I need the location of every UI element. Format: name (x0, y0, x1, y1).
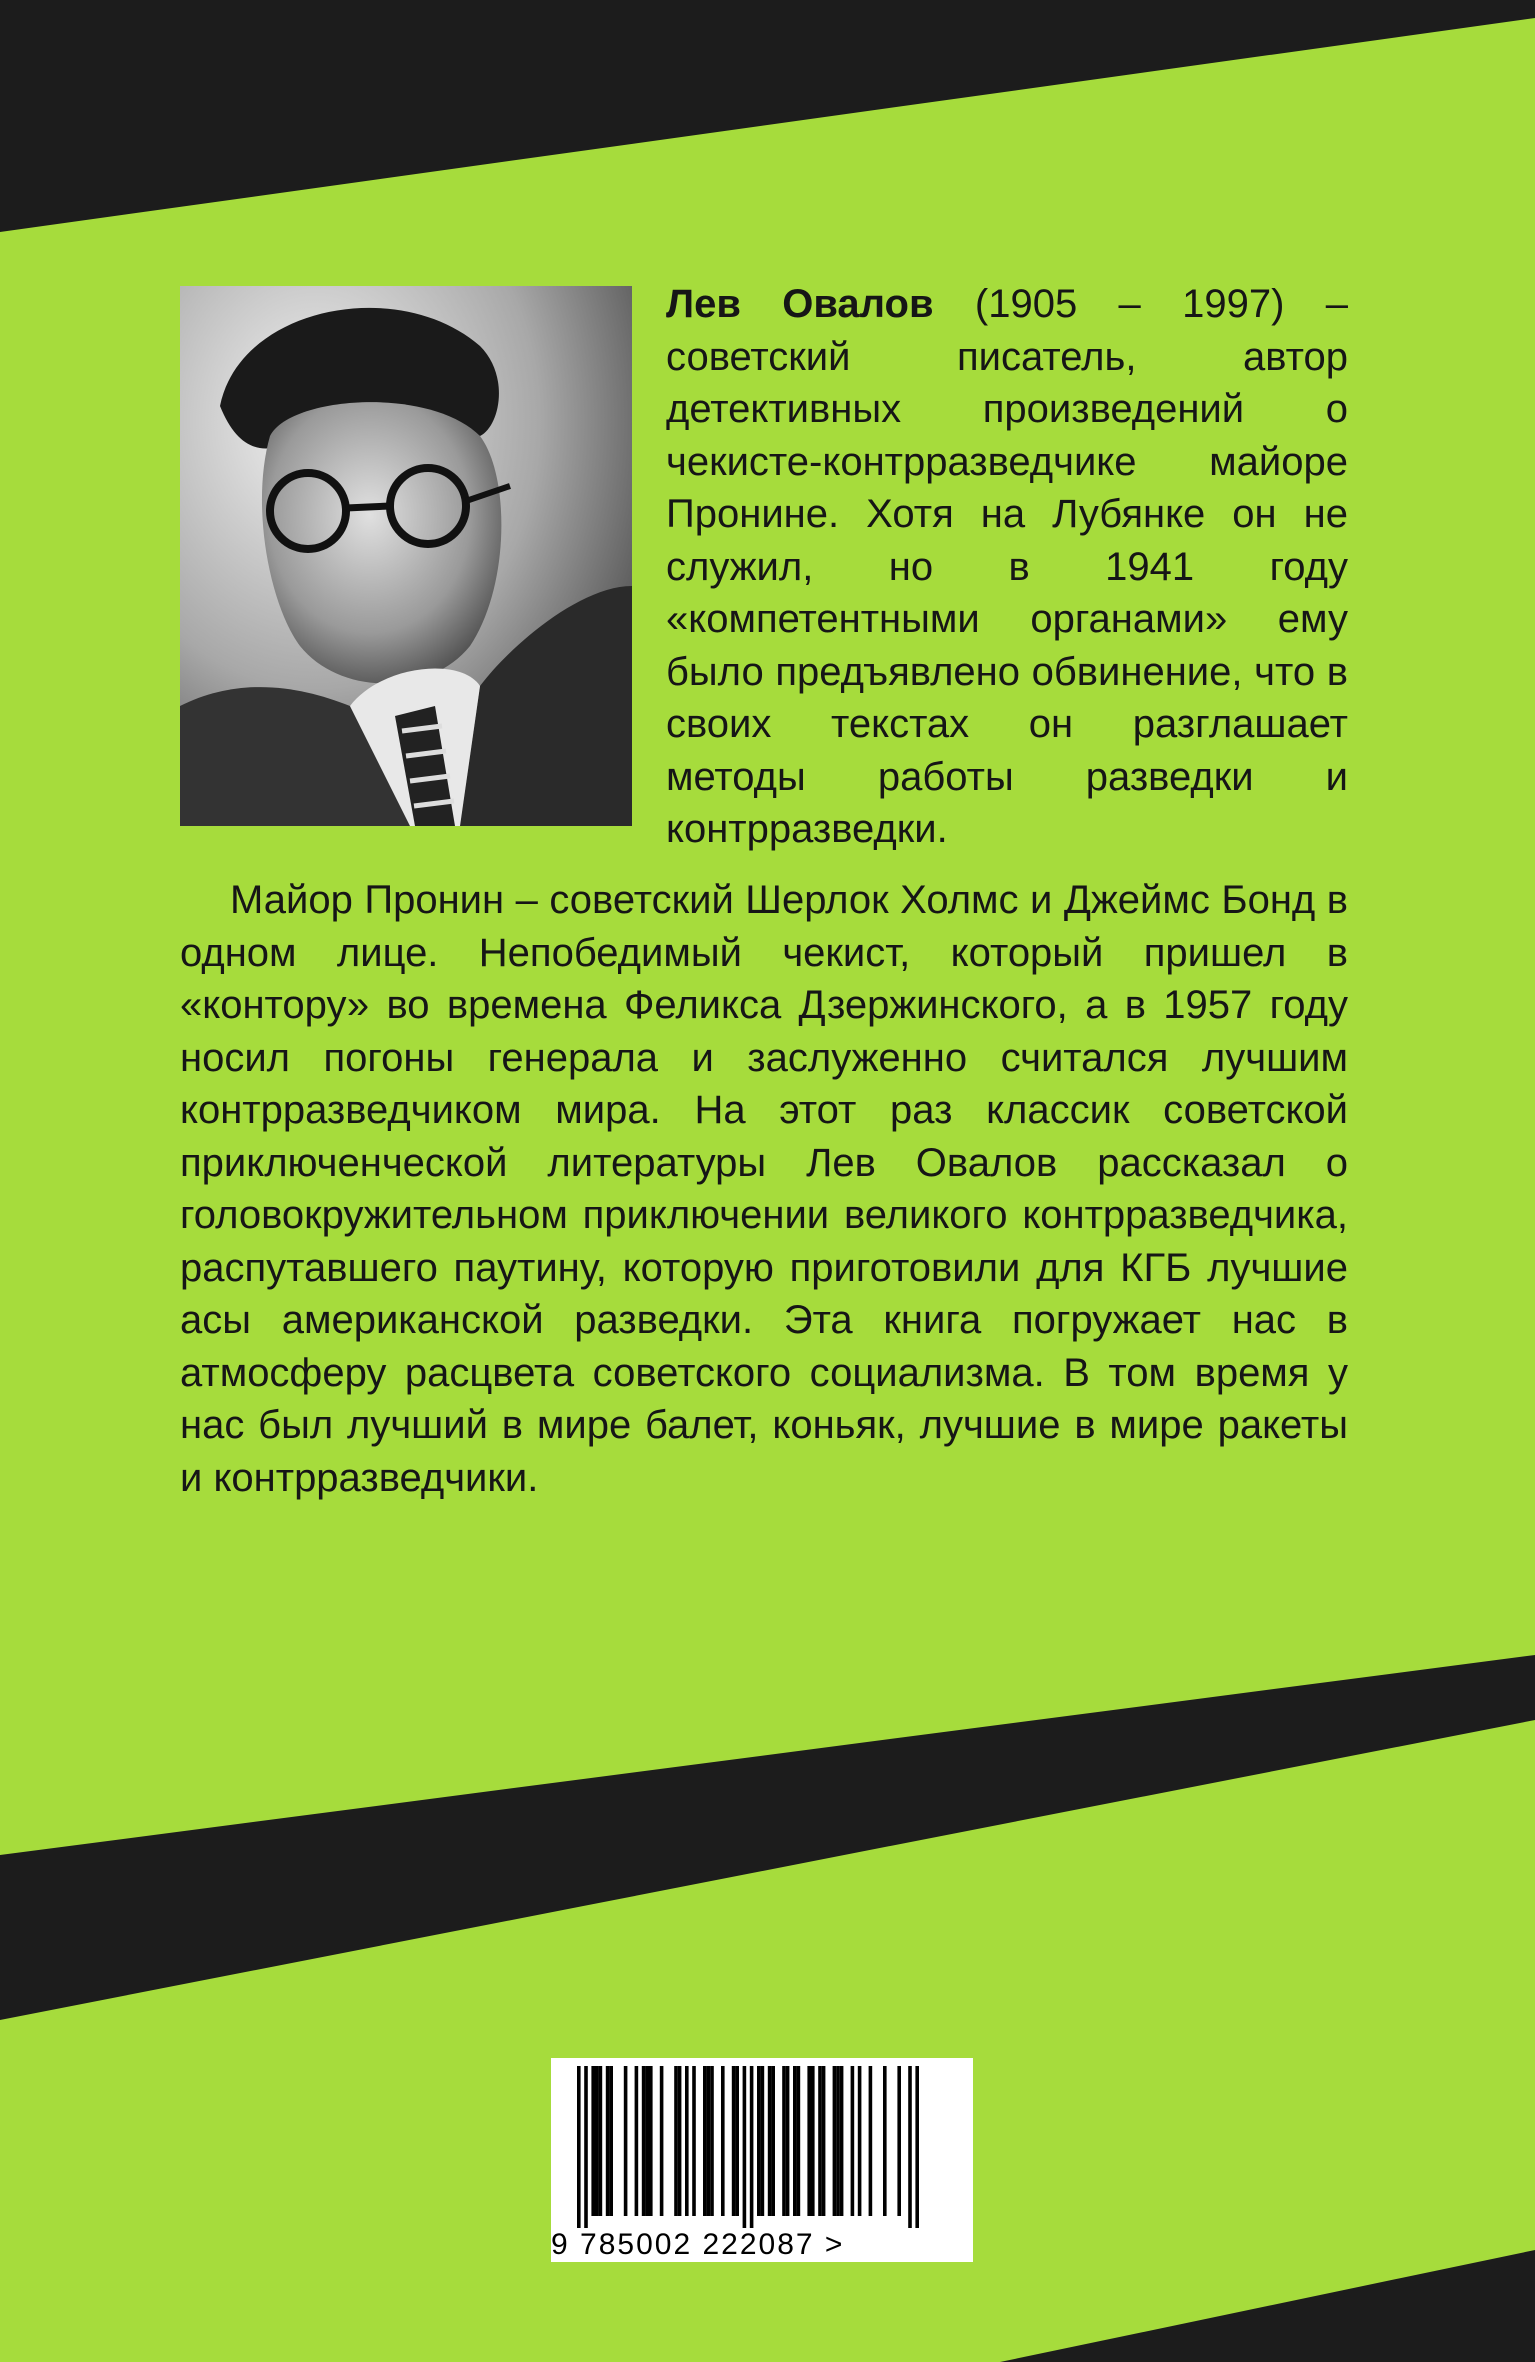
barcode-bar (836, 2066, 840, 2216)
author-portrait-icon (180, 286, 632, 826)
barcode-bar (811, 2066, 815, 2216)
author-portrait (180, 286, 632, 826)
barcode-bar (761, 2066, 765, 2216)
barcode-bar (674, 2066, 678, 2216)
isbn-barcode (551, 2058, 973, 2262)
barcode-bar (840, 2066, 844, 2216)
middle-black-band (0, 1655, 1535, 2020)
barcode-bar (660, 2066, 664, 2216)
barcode-bar (869, 2066, 873, 2216)
barcode-bar (818, 2066, 822, 2216)
barcode-bar (797, 2066, 801, 2216)
barcode-bar (649, 2066, 653, 2216)
barcode-bar (595, 2066, 599, 2216)
barcode-bar (782, 2066, 786, 2216)
barcode-bar (771, 2066, 775, 2216)
barcode-bars (551, 2058, 973, 2228)
barcode-bar (710, 2066, 714, 2216)
bottom-black-band (1000, 2250, 1535, 2362)
barcode-bar (599, 2066, 603, 2216)
barcode-bar (807, 2066, 811, 2216)
barcode-bar (915, 2066, 919, 2228)
barcode-bar (908, 2066, 912, 2228)
barcode-bar (732, 2066, 736, 2216)
barcode-bar (584, 2066, 588, 2228)
barcode-bar (793, 2066, 797, 2216)
barcode-bar (635, 2066, 639, 2216)
barcode-bar (685, 2066, 689, 2216)
barcode-bar (833, 2066, 837, 2216)
barcode-bar (642, 2066, 646, 2216)
barcode-bar (577, 2066, 581, 2228)
barcode-bar (858, 2066, 862, 2216)
barcode-bar (721, 2066, 725, 2216)
barcode-bar (735, 2066, 739, 2216)
isbn-number: 9 785002 222087 > (551, 2228, 845, 2261)
book-description: Майор Пронин – советский Шерлок Холмс и Джеймс Бонд в одном лице. Непобедимый чекист, который пришел в «контору» во времена Феликса Дзержинского, а в 1957 году носил погоны генерала и заслуженно считался лучшим контрразведчиком мира. На этот раз классик советской приключенческой литературы Лев Овалов рассказал о головокружительном приключении великого контрразведчика, распутавшего паутину, которую приготовили для КГБ лучшие асы американской разведки. Эта книга погружает нас в атмосферу расцвета советского социализма. В том время у нас был лучший в мире балет, коньяк, лучшие в мире ракеты и контрразведчики. (180, 878, 1348, 1500)
barcode-bar (743, 2066, 747, 2228)
barcode-bar (692, 2066, 696, 2216)
author-bio-text: (1905 – 1997) – советский писатель, автор детективных произведений о чекисте-контрразведчике майоре Пронине. Хотя на Лубянке он не служил, но в 1941 году «компетентными органами» ему было предъявлено обвинение, что в своих текстах он разглашает методы работы разведки и контрразведки. (666, 282, 1348, 851)
barcode-bar (822, 2066, 826, 2216)
barcode-bar (897, 2066, 901, 2216)
barcode-bar (786, 2066, 790, 2216)
barcode-bar (707, 2066, 711, 2216)
barcode-bar (606, 2066, 610, 2216)
barcode-bar (624, 2066, 628, 2216)
barcode-bar (609, 2066, 613, 2216)
barcode-bar (757, 2066, 761, 2216)
author-bio (666, 278, 1348, 856)
barcode-bar (851, 2066, 855, 2216)
barcode-bar (591, 2066, 595, 2216)
barcode-bar (883, 2066, 887, 2216)
barcode-bar (768, 2066, 772, 2216)
author-name: Лев Овалов (666, 282, 934, 326)
barcode-bar (703, 2066, 707, 2216)
barcode-bar (678, 2066, 682, 2216)
barcode-bar (645, 2066, 649, 2216)
top-black-band (0, 0, 1535, 232)
barcode-bar (750, 2066, 754, 2228)
